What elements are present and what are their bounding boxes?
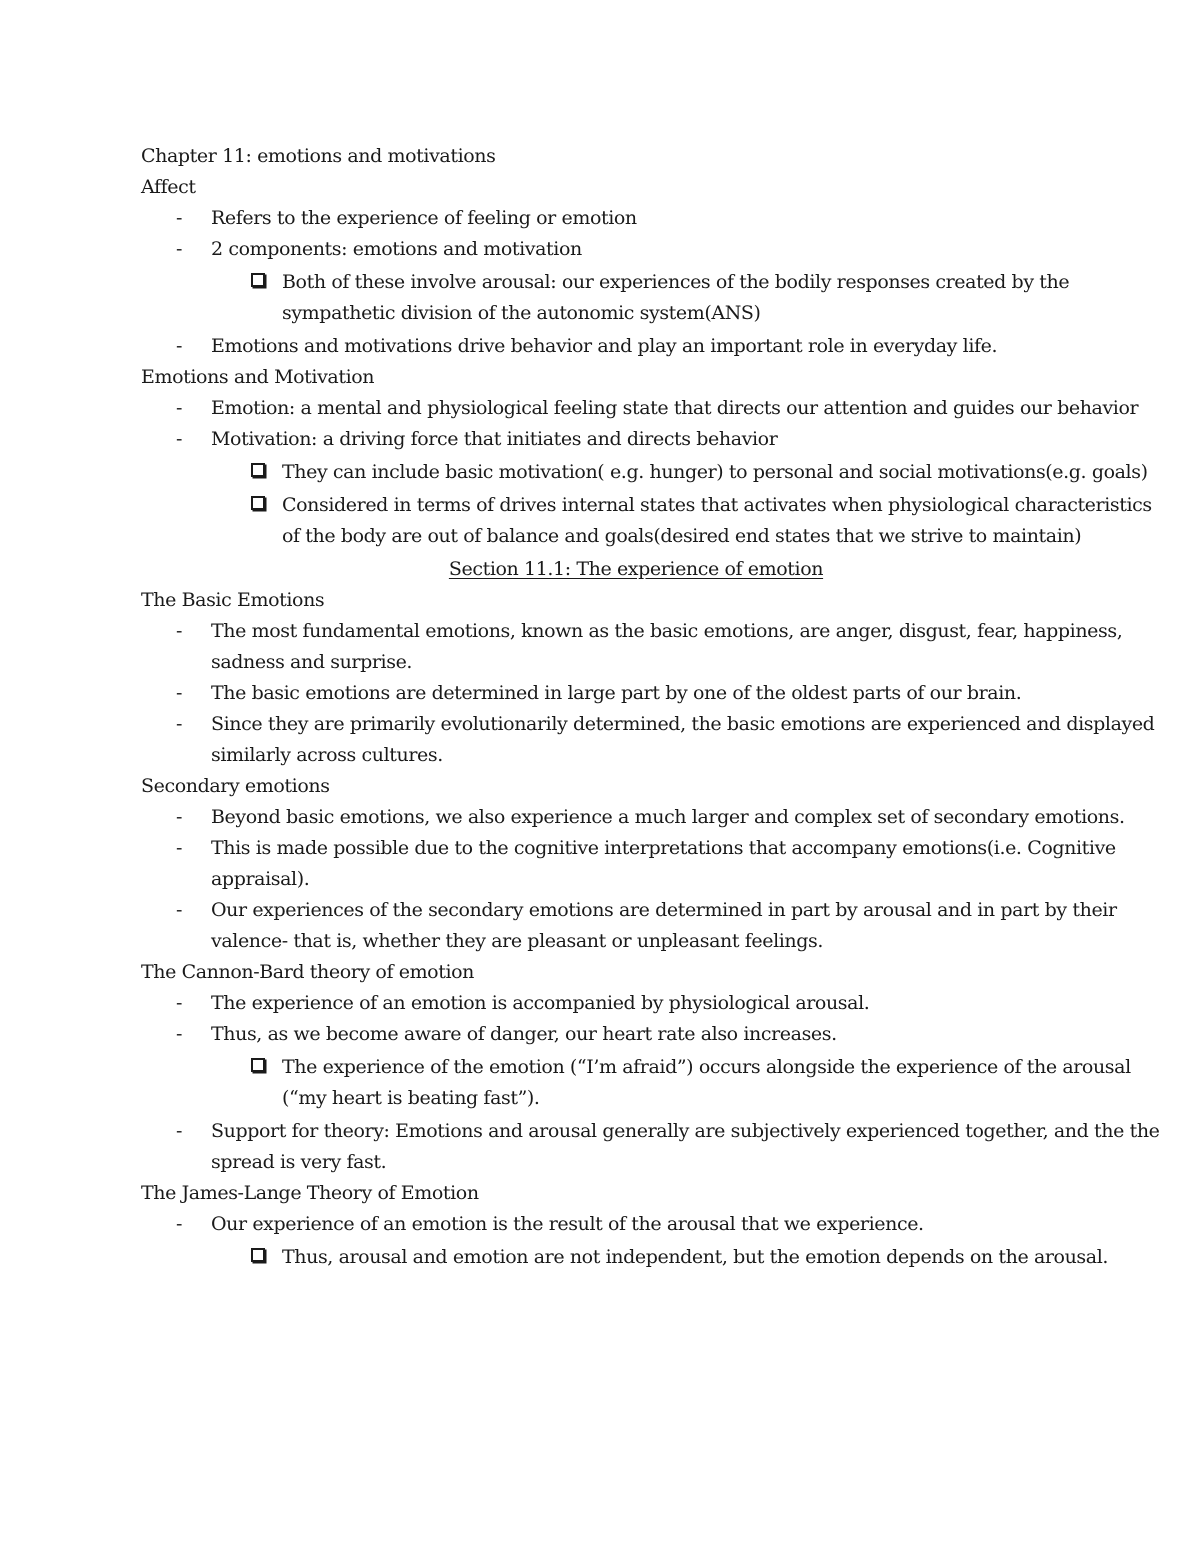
list-item: - Support for theory: Emotions and arousal generally are subjectively experienced together, and the the spread is very fast. xyxy=(141,1116,1161,1178)
bullet-dash: - xyxy=(176,713,183,735)
page-title: Chapter 11: emotions and motivations xyxy=(141,145,496,167)
sub-list-item: Thus, arousal and emotion are not independent, but the emotion depends on the arousal. xyxy=(141,1242,1161,1273)
bullet-dash: - xyxy=(176,899,183,921)
bullet-dash: - xyxy=(176,1023,183,1045)
bullet-dash: - xyxy=(176,335,183,357)
list-item: - Beyond basic emotions, we also experience a much larger and complex set of secondary emotions. xyxy=(141,802,1161,833)
section-heading-secondary-emotions: Secondary emotions xyxy=(141,775,330,797)
bullet-dash: - xyxy=(176,428,183,450)
section-title: Section 11.1: The experience of emotion xyxy=(448,558,824,580)
list-item: - 2 components: emotions and motivation xyxy=(141,234,1161,265)
section-heading-affect: Affect xyxy=(141,176,196,198)
bullet-dash: - xyxy=(176,207,183,229)
bullet-dash: - xyxy=(176,397,183,419)
list-item: - Our experiences of the secondary emotions are determined in part by arousal and in part by their valence- that is, whether they are pleasant or unpleasant feelings. xyxy=(141,895,1161,957)
list-item: - This is made possible due to the cognitive interpretations that accompany emotions(i.e. Cognitive appraisal). xyxy=(141,833,1161,895)
list-item: - The experience of an emotion is accompanied by physiological arousal. xyxy=(141,988,1161,1019)
bullet-dash: - xyxy=(176,992,183,1014)
sub-list-item: Both of these involve arousal: our experiences of the bodily responses created by the sympathetic division of the autonomic system(ANS) xyxy=(141,267,1161,329)
bullet-dash: - xyxy=(176,837,183,859)
bullet-dash: - xyxy=(176,620,183,642)
list-item: - Emotion: a mental and physiological feeling state that directs our attention and guides our behavior xyxy=(141,393,1161,424)
section-heading-basic-emotions: The Basic Emotions xyxy=(141,589,325,611)
list-item: - Refers to the experience of feeling or emotion xyxy=(141,203,1161,234)
checkbox-bullet-icon xyxy=(251,496,265,510)
document-body xyxy=(141,141,1161,1275)
list-item: - Motivation: a driving force that initiates and directs behavior xyxy=(141,424,1161,455)
list-item: - Since they are primarily evolutionarily determined, the basic emotions are experienced and displayed similarly across cultures. xyxy=(141,709,1161,771)
bullet-dash: - xyxy=(176,1213,183,1235)
sub-list-item: Considered in terms of drives internal states that activates when physiological characteristics of the body are out of balance and goals(desired end states that we strive to maintain) xyxy=(141,490,1161,552)
bullet-dash: - xyxy=(176,806,183,828)
list-item: - The basic emotions are determined in large part by one of the oldest parts of our brain. xyxy=(141,678,1161,709)
section-heading-emotions-motivation: Emotions and Motivation xyxy=(141,366,375,388)
bullet-dash: - xyxy=(176,1120,183,1142)
checkbox-bullet-icon xyxy=(251,1248,265,1262)
sub-list-item: The experience of the emotion (“I’m afraid”) occurs alongside the experience of the arousal (“my heart is beating fast”). xyxy=(141,1052,1161,1114)
checkbox-bullet-icon xyxy=(251,1058,265,1072)
checkbox-bullet-icon xyxy=(251,463,265,477)
section-heading-cannon-bard: The Cannon-Bard theory of emotion xyxy=(141,961,475,983)
list-item: - Thus, as we become aware of danger, our heart rate also increases. xyxy=(141,1019,1161,1050)
sub-list-item: They can include basic motivation( e.g. hunger) to personal and social motivations(e.g. goals) xyxy=(141,457,1161,488)
bullet-dash: - xyxy=(176,682,183,704)
section-heading-james-lange: The James-Lange Theory of Emotion xyxy=(141,1182,479,1204)
checkbox-bullet-icon xyxy=(251,273,265,287)
list-item: - Our experience of an emotion is the result of the arousal that we experience. xyxy=(141,1209,1161,1240)
list-item: - Emotions and motivations drive behavior and play an important role in everyday life. xyxy=(141,331,1161,362)
bullet-dash: - xyxy=(176,238,183,260)
list-item: - The most fundamental emotions, known as the basic emotions, are anger, disgust, fear, happiness, sadness and surprise. xyxy=(141,616,1161,678)
